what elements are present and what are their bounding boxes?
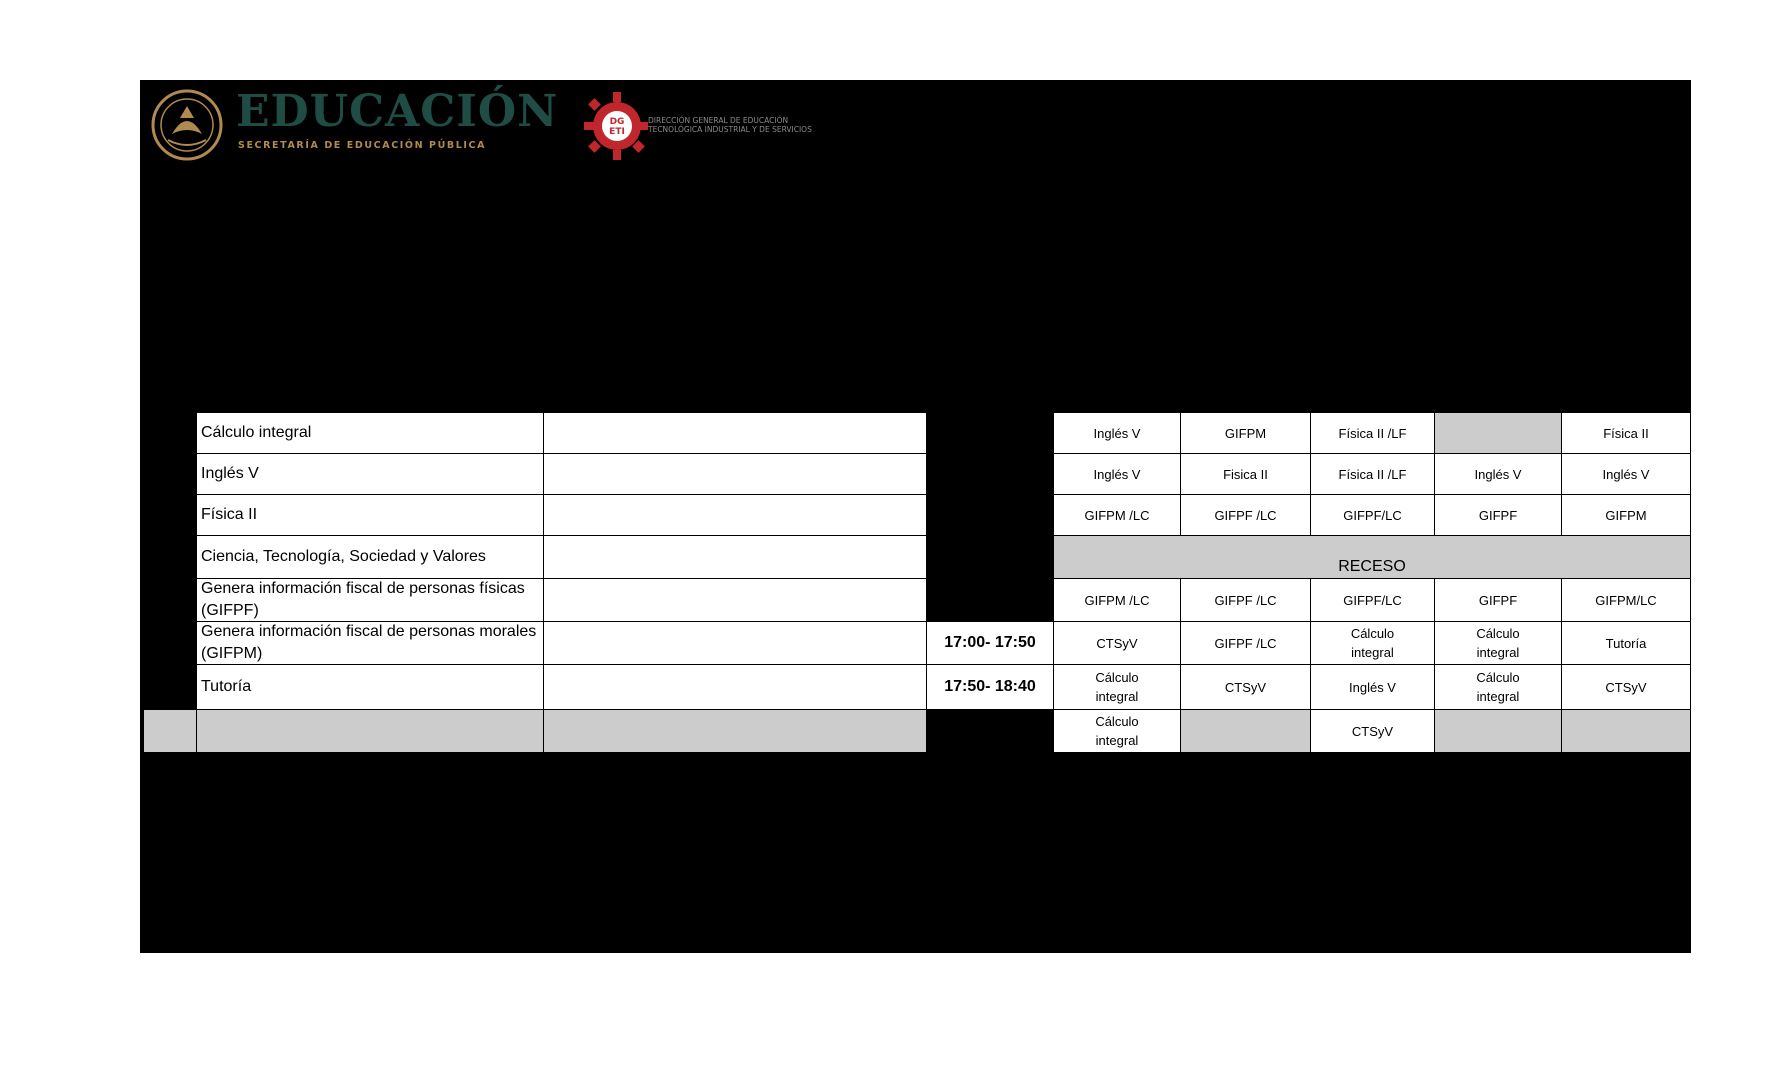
subject-name-5: Genera información fiscal de personas físicas (GIFPF) xyxy=(196,578,544,622)
schedule-cell: CTSyV xyxy=(1180,664,1311,710)
receso-banner: RECESO xyxy=(1053,535,1691,579)
schedule-cell: Física II xyxy=(1561,412,1691,454)
teacher-cell-3 xyxy=(543,494,927,536)
dgeti-text xyxy=(648,116,812,134)
schedule-cell: GIFPM /LC xyxy=(1053,494,1181,536)
teacher-cell-5 xyxy=(543,578,927,622)
schedule-cell: CTSyV xyxy=(1561,664,1691,710)
schedule-cell: GIFPM xyxy=(1561,494,1691,536)
schedule-cell-empty xyxy=(1180,709,1311,753)
educacion-title: EDUCACIÓN xyxy=(236,86,559,137)
teacher-cell-6 xyxy=(543,621,927,665)
schedule-cell: CTSyV xyxy=(1310,709,1435,753)
schedule-cell: Cálculo integral xyxy=(1434,621,1562,665)
schedule-sheet xyxy=(140,80,1691,953)
schedule-cell-empty xyxy=(1561,709,1691,753)
dgeti-line-2: TECNOLÓGICA INDUSTRIAL Y DE SERVICIOS xyxy=(648,125,812,134)
schedule-cell: GIFPF xyxy=(1434,494,1562,536)
subject-name-4: Ciencia, Tecnología, Sociedad y Valores xyxy=(196,535,544,579)
teacher-cell-7 xyxy=(543,664,927,710)
schedule-cell: Cálculo integral xyxy=(1434,664,1562,710)
time-slot-1: 17:00- 17:50 xyxy=(926,621,1054,665)
sep-subtitle: SECRETARÍA DE EDUCACIÓN PÚBLICA xyxy=(238,140,487,151)
schedule-cell: Cálculo integral xyxy=(1310,621,1435,665)
schedule-cell: GIFPM/LC xyxy=(1561,578,1691,622)
dgeti-badge-line2: ETI xyxy=(609,127,625,137)
dgeti-badge-line1: DG xyxy=(609,117,625,127)
schedule-cell: Fisica II xyxy=(1180,453,1311,495)
schedule-cell: Inglés V xyxy=(1434,453,1562,495)
schedule-cell: GIFPF /LC xyxy=(1180,494,1311,536)
schedule-cell: Tutoría xyxy=(1561,621,1691,665)
mexico-seal-icon xyxy=(150,88,224,162)
schedule-cell: GIFPF /LC xyxy=(1180,621,1311,665)
schedule-cell: GIFPF/LC xyxy=(1310,494,1435,536)
schedule-cell-empty xyxy=(1434,709,1562,753)
dgeti-gear-icon xyxy=(584,90,650,160)
schedule-cell: GIFPM /LC xyxy=(1053,578,1181,622)
schedule-cell: CTSyV xyxy=(1053,621,1181,665)
schedule-cell: GIFPF xyxy=(1434,578,1562,622)
subject-name-6: Genera información fiscal de personas morales (GIFPM) xyxy=(196,621,544,665)
teacher-cell-1 xyxy=(543,412,927,454)
schedule-cell: Cálculo integral xyxy=(1053,709,1181,753)
time-slot-2: 17:50- 18:40 xyxy=(926,664,1054,710)
schedule-cell: GIFPM xyxy=(1180,412,1311,454)
footer-gray-cell-2 xyxy=(196,709,544,753)
schedule-cell: Inglés V xyxy=(1561,453,1691,495)
dgeti-line-1: DIRECCIÓN GENERAL DE EDUCACIÓN xyxy=(648,116,789,125)
subject-name-2: Inglés V xyxy=(196,453,544,495)
schedule-cell: GIFPF/LC xyxy=(1310,578,1435,622)
schedule-cell-empty xyxy=(1434,412,1562,454)
footer-gray-cell-1 xyxy=(143,709,197,753)
subject-name-1: Cálculo integral xyxy=(196,412,544,454)
schedule-cell: GIFPF /LC xyxy=(1180,578,1311,622)
schedule-cell: Inglés V xyxy=(1053,412,1181,454)
teacher-cell-4 xyxy=(543,535,927,579)
subject-name-7: Tutoría xyxy=(196,664,544,710)
footer-gray-cell-3 xyxy=(543,709,927,753)
teacher-cell-2 xyxy=(543,453,927,495)
subject-name-3: Física II xyxy=(196,494,544,536)
schedule-cell: Inglés V xyxy=(1053,453,1181,495)
schedule-cell: Inglés V xyxy=(1310,664,1435,710)
schedule-cell: Física II /LF xyxy=(1310,412,1435,454)
schedule-cell: Física II /LF xyxy=(1310,453,1435,495)
schedule-cell: Cálculo integral xyxy=(1053,664,1181,710)
